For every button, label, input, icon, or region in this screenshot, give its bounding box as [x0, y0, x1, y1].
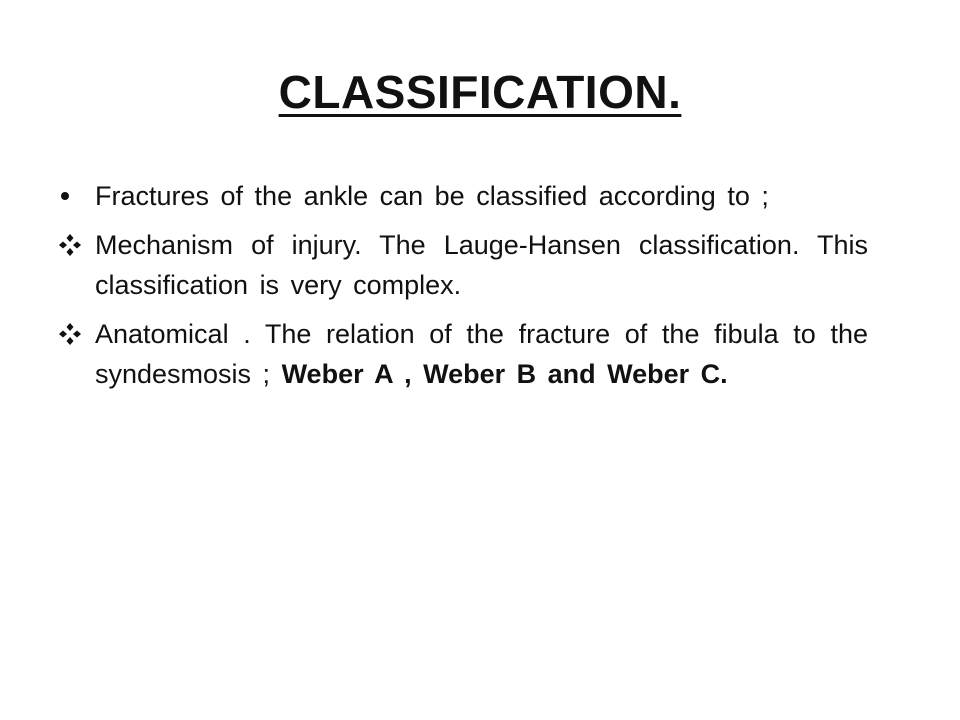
four-diamond-icon — [58, 233, 82, 257]
bullet-dot-icon — [61, 192, 69, 200]
slide-title: CLASSIFICATION. — [278, 66, 682, 118]
four-diamond-icon — [58, 322, 82, 346]
item-text: Fractures of the ankle can be classified according to ; — [95, 181, 769, 211]
slide-body — [58, 176, 868, 403]
bullet-marker — [58, 176, 88, 216]
list-item — [58, 176, 868, 216]
list-item — [58, 314, 868, 394]
item-text: Anatomical . The relation of the fracture of the fibula to the syndesmosis ; — [95, 319, 868, 389]
item-text: Mechanism of injury. The Lauge-Hansen classification. This classification is very complex. — [95, 230, 868, 300]
bullet-marker — [58, 225, 88, 265]
item-bold-text: Weber A , Weber B and Weber C. — [281, 359, 728, 389]
bullet-marker — [58, 314, 88, 354]
list-item — [58, 225, 868, 305]
